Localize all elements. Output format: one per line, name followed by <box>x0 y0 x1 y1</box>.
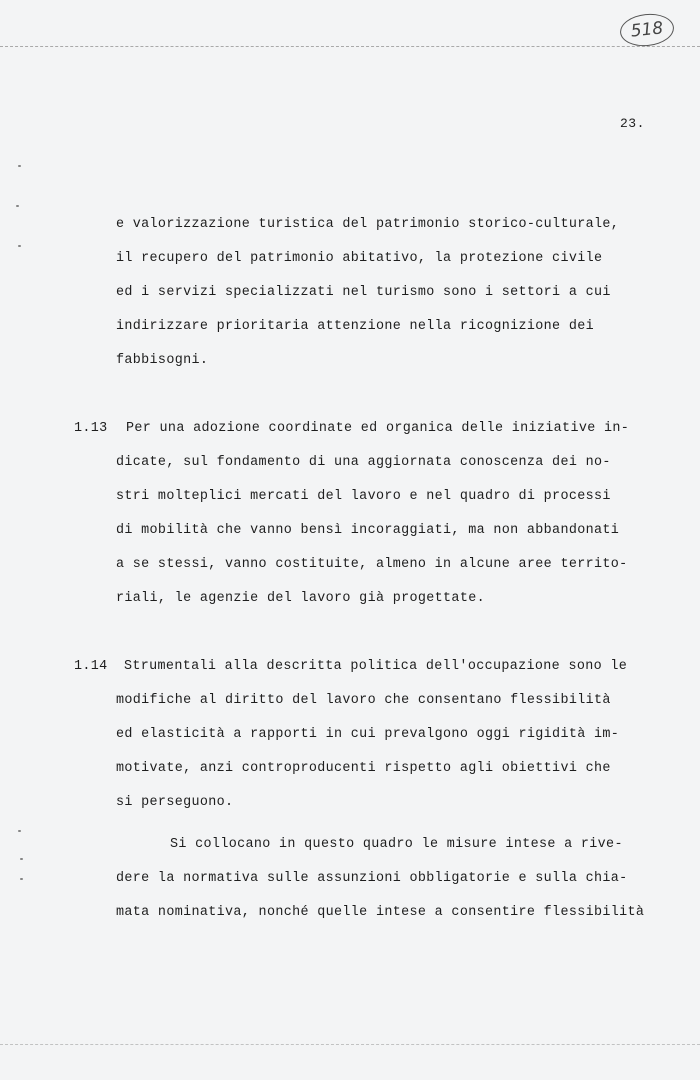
text-line: mata nominativa, nonché quelle intese a consentire flessibilità <box>116 905 645 920</box>
text-line: il recupero del patrimonio abitativo, la protezione civile <box>116 251 603 266</box>
section-number: 1.14 <box>74 659 108 674</box>
page-number: 23. <box>620 116 645 131</box>
scan-edge-top <box>0 46 700 47</box>
text-line: riali, le agenzie del lavoro già progettate. <box>116 591 485 606</box>
scan-speck <box>20 858 23 860</box>
archive-page-stamp: 518 <box>618 11 675 48</box>
text-line: dicate, sul fondamento di una aggiornata conoscenza dei no- <box>116 455 611 470</box>
text-line: ed i servizi specializzati nel turismo sono i settori a cui <box>116 285 611 300</box>
text-line: dere la normativa sulle assunzioni obbligatorie e sulla chia- <box>116 871 628 886</box>
text-line: indirizzare prioritaria attenzione nella ricognizione dei <box>116 319 594 334</box>
text-line: Per una adozione coordinate ed organica delle iniziative in- <box>126 421 630 436</box>
scan-edge-bottom <box>0 1044 700 1045</box>
text-line: si perseguono. <box>116 795 234 810</box>
section-number: 1.13 <box>74 421 108 436</box>
text-line: a se stessi, vanno costituite, almeno in alcune aree territo- <box>116 557 628 572</box>
text-line: stri molteplici mercati del lavoro e nel quadro di processi <box>116 489 611 504</box>
text-line: modifiche al diritto del lavoro che consentano flessibilità <box>116 693 611 708</box>
scan-speck <box>16 205 19 207</box>
scan-speck <box>18 165 21 167</box>
scan-speck <box>20 878 23 880</box>
text-line: fabbisogni. <box>116 353 209 368</box>
text-line: ed elasticità a rapporti in cui prevalgono oggi rigidità im- <box>116 727 620 742</box>
scan-speck <box>18 245 21 247</box>
text-line: Si collocano in questo quadro le misure intese a rive- <box>170 837 623 852</box>
text-line: Strumentali alla descritta politica dell'occupazione sono le <box>124 659 628 674</box>
text-line: motivate, anzi controproducenti rispetto agli obiettivi che <box>116 761 611 776</box>
text-line: e valorizzazione turistica del patrimonio storico-culturale, <box>116 217 620 232</box>
text-line: di mobilità che vanno bensì incoraggiati, ma non abbandonati <box>116 523 620 538</box>
scan-speck <box>18 830 21 832</box>
